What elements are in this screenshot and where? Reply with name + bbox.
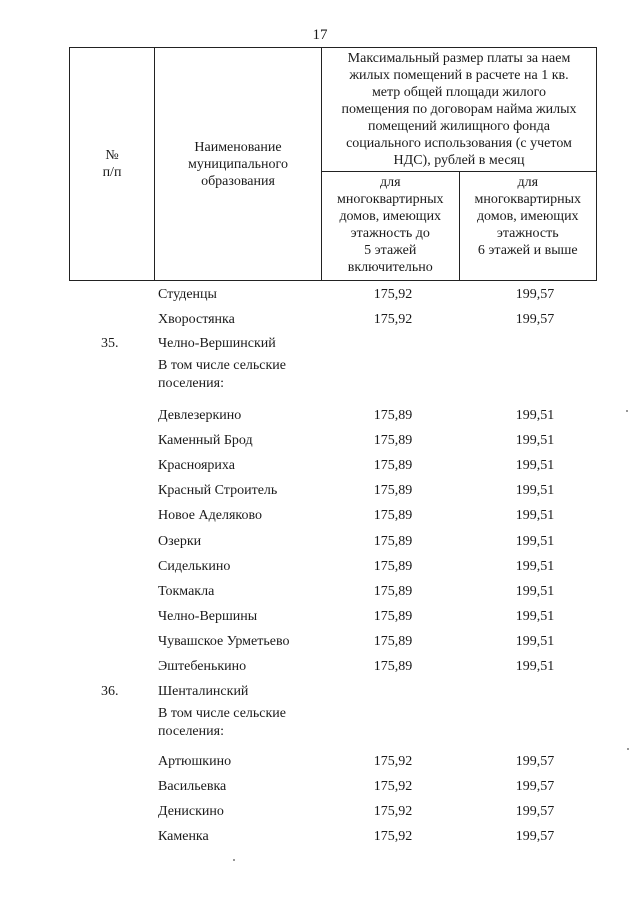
payment-up-to-5-floors: 175,89: [373, 609, 413, 624]
table-row: [0, 481, 640, 501]
table-row: [0, 310, 640, 330]
header-name-column: [155, 48, 322, 281]
table-row: [0, 456, 640, 476]
payment-up-to-5-floors: 175,89: [373, 659, 413, 674]
scan-speck: [627, 748, 629, 750]
payment-up-to-5-floors: 175,92: [373, 287, 413, 302]
payment-6-plus-floors: 199,57: [515, 287, 555, 302]
settlement-name: Эштебенькино: [158, 659, 247, 674]
rural-settlements-subheading: В том числе сельские поселения:: [158, 706, 287, 739]
settlement-name: Чувашское Урметьево: [158, 634, 290, 649]
table-row: [0, 532, 640, 552]
district-name: Челно-Вершинский: [158, 336, 276, 351]
table-row: [0, 802, 640, 822]
header-number-label: № п/п: [102, 148, 122, 180]
header-row-top: [70, 48, 597, 172]
payment-6-plus-floors: 199,57: [515, 829, 555, 844]
district-name: Шенталинский: [158, 684, 249, 699]
header-subcolumn-up-to-5-label: для многоквартирных домов, имеющих этажность до 5 этажей включительно: [336, 175, 444, 275]
settlement-name: Сиделькино: [158, 559, 231, 574]
header-max-payment-label: Максимальный размер платы за наем жилых помещений в расчете на 1 кв. метр общей площади жилого помещения по договорам найма жилых помещений жилищного фонда социального использования (с учетом НДС), рублей в месяц: [341, 51, 577, 168]
header-subcolumn-up-to-5: [322, 172, 460, 281]
settlement-name: Каменка: [158, 829, 209, 844]
settlement-name: Каменный Брод: [158, 433, 253, 448]
settlement-name: Денискино: [158, 804, 224, 819]
table-row: [0, 582, 640, 602]
settlement-name: Девлезеркино: [158, 408, 242, 423]
settlement-name: Краснояриха: [158, 458, 235, 473]
payment-6-plus-floors: 199,57: [515, 804, 555, 819]
header-number-column: [70, 48, 155, 281]
header-subcolumn-6-plus-label: для многоквартирных домов, имеющих этажность 6 этажей и выше: [474, 175, 581, 258]
payment-up-to-5-floors: 175,92: [373, 754, 413, 769]
table-row: [0, 285, 640, 305]
payment-6-plus-floors: 199,57: [515, 754, 555, 769]
payment-6-plus-floors: 199,51: [515, 508, 555, 523]
district-number: 35.: [101, 336, 119, 351]
table-row: [0, 632, 640, 652]
payment-6-plus-floors: 199,51: [515, 483, 555, 498]
settlement-name: Студенцы: [158, 287, 217, 302]
table-row: [0, 406, 640, 426]
payment-up-to-5-floors: 175,89: [373, 458, 413, 473]
payment-up-to-5-floors: 175,89: [373, 559, 413, 574]
payment-6-plus-floors: 199,51: [515, 659, 555, 674]
page-number: 17: [312, 27, 328, 43]
payment-up-to-5-floors: 175,89: [373, 433, 413, 448]
payment-up-to-5-floors: 175,92: [373, 312, 413, 327]
payment-up-to-5-floors: 175,89: [373, 534, 413, 549]
settlement-name: Хворостянка: [158, 312, 235, 327]
payment-6-plus-floors: 199,51: [515, 408, 555, 423]
payment-up-to-5-floors: 175,92: [373, 779, 413, 794]
table-header: [69, 47, 597, 281]
settlement-name: Токмакла: [158, 584, 215, 599]
scan-speck: [626, 410, 628, 412]
municipal-district-row: [0, 682, 640, 702]
header-name-label: Наименование муниципального образования: [188, 139, 288, 189]
municipal-district-row: [0, 334, 640, 354]
payment-up-to-5-floors: 175,92: [373, 804, 413, 819]
settlement-name: Новое Аделяково: [158, 508, 262, 523]
payment-6-plus-floors: 199,51: [515, 609, 555, 624]
payment-6-plus-floors: 199,51: [515, 634, 555, 649]
payment-6-plus-floors: 199,51: [515, 534, 555, 549]
payment-up-to-5-floors: 175,92: [373, 829, 413, 844]
table-row: [0, 607, 640, 627]
payment-up-to-5-floors: 175,89: [373, 408, 413, 423]
payment-up-to-5-floors: 175,89: [373, 508, 413, 523]
district-number: 36.: [101, 684, 119, 699]
settlement-name: Васильевка: [158, 779, 227, 794]
rural-settlements-subheading: В том числе сельские поселения:: [158, 358, 287, 391]
header-subcolumn-6-plus: [459, 172, 597, 281]
table-row: [0, 431, 640, 451]
settlement-name: Челно-Вершины: [158, 609, 258, 624]
settlement-name: Артюшкино: [158, 754, 232, 769]
table-row: [0, 557, 640, 577]
payment-6-plus-floors: 199,51: [515, 559, 555, 574]
payment-up-to-5-floors: 175,89: [373, 584, 413, 599]
header-max-payment-column: [322, 48, 597, 172]
payment-up-to-5-floors: 175,89: [373, 634, 413, 649]
table-row: [0, 827, 640, 847]
settlement-name: Красный Строитель: [158, 483, 278, 498]
settlement-name: Озерки: [158, 534, 202, 549]
table-row: [0, 752, 640, 772]
payment-6-plus-floors: 199,51: [515, 584, 555, 599]
payment-6-plus-floors: 199,57: [515, 312, 555, 327]
payment-6-plus-floors: 199,57: [515, 779, 555, 794]
payment-6-plus-floors: 199,51: [515, 433, 555, 448]
payment-6-plus-floors: 199,51: [515, 458, 555, 473]
scan-speck: [233, 859, 235, 861]
table-row: [0, 506, 640, 526]
payment-up-to-5-floors: 175,89: [373, 483, 413, 498]
table-row: [0, 657, 640, 677]
table-row: [0, 777, 640, 797]
